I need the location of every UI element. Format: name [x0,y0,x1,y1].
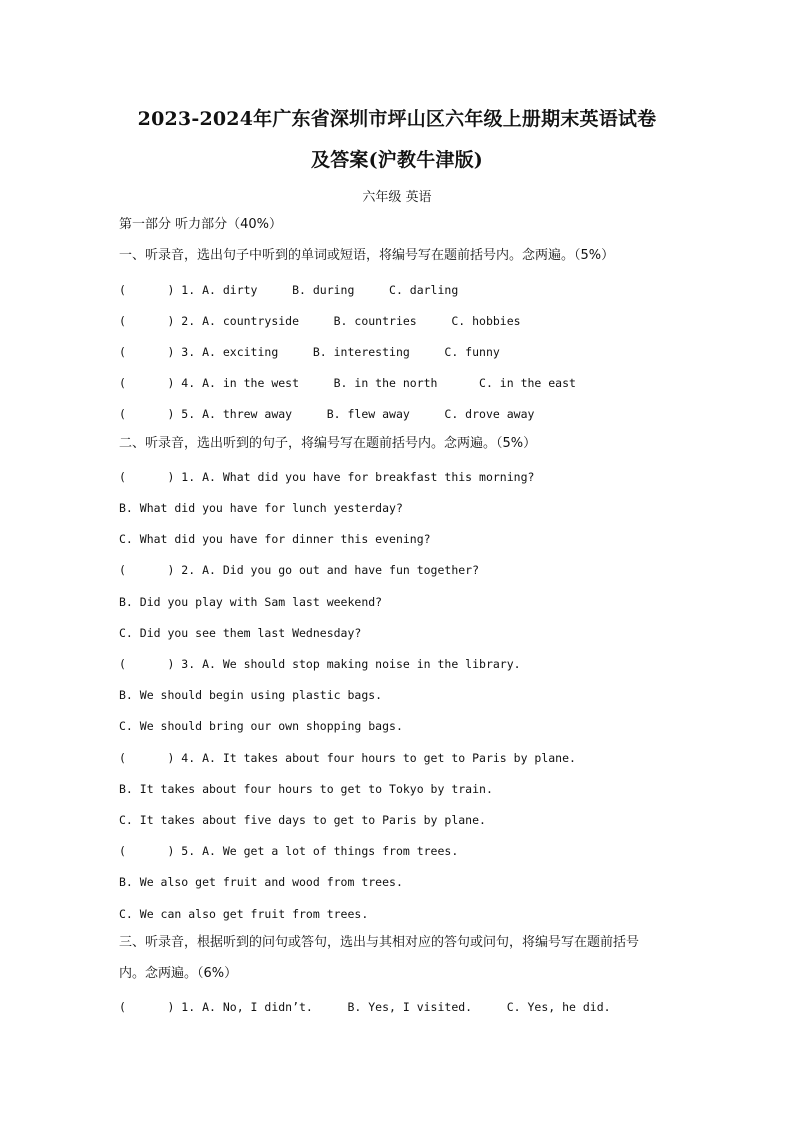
section2-question-4-option-a: ( ) 4. A. It takes about four hours to get to Paris by plane. [119,751,576,765]
section1-question-3: ( ) 3. A. exciting B. interesting C. funny [119,345,500,359]
section2-question-1-option-a: ( ) 1. A. What did you have for breakfast this morning? [119,470,535,484]
section2-question-2-option-b: B. Did you play with Sam last weekend? [119,595,383,609]
part1-heading: 第一部分 听力部分（40%） [119,217,283,232]
section2-question-3-option-b: B. We should begin using plastic bags. [119,688,383,702]
document-title-line-1: 2023-2024年广东省深圳市坪山区六年级上册期末英语试卷 [137,108,657,130]
section3-heading-line-2: 内。念两遍。（6%） [119,966,238,981]
section2-question-1-option-b: B. What did you have for lunch yesterday? [119,501,403,515]
section2-question-3-option-a: ( ) 3. A. We should stop making noise in the library. [119,657,521,671]
grade-subject-subtitle: 六年级 英语 [362,190,432,205]
section1-heading: 一、听录音，选出句子中听到的单词或短语，将编号写在题前括号内。念两遍。（5%） [119,248,615,263]
section1-question-1: ( ) 1. A. dirty B. during C. darling [119,283,459,297]
section2-question-4-option-c: C. It takes about five days to get to Paris by plane. [119,813,486,827]
section3-heading-line-1: 三、听录音，根据听到的问句或答句，选出与其相对应的答句或问句，将编号写在题前括号 [119,935,640,950]
section2-question-5-option-a: ( ) 5. A. We get a lot of things from trees. [119,844,459,858]
section2-question-3-option-c: C. We should bring our own shopping bags. [119,719,403,733]
section1-question-2: ( ) 2. A. countryside B. countries C. hobbies [119,314,521,328]
section1-question-4: ( ) 4. A. in the west B. in the north C. in the east [119,376,576,390]
section2-heading: 二、听录音，选出听到的句子，将编号写在题前括号内。念两遍。（5%） [119,436,537,451]
section2-question-5-option-c: C. We can also get fruit from trees. [119,907,369,921]
section3-question-1: ( ) 1. A. No, I didn’t. B. Yes, I visited. C. Yes, he did. [119,1000,611,1014]
section2-question-5-option-b: B. We also get fruit and wood from trees. [119,875,403,889]
section1-question-5: ( ) 5. A. threw away B. flew away C. drove away [119,407,535,421]
document-title-line-2: 及答案(沪教牛津版) [311,149,483,171]
section2-question-2-option-a: ( ) 2. A. Did you go out and have fun together? [119,563,480,577]
section2-question-2-option-c: C. Did you see them last Wednesday? [119,626,362,640]
section2-question-1-option-c: C. What did you have for dinner this evening? [119,532,431,546]
section2-question-4-option-b: B. It takes about four hours to get to Tokyo by train. [119,782,493,796]
